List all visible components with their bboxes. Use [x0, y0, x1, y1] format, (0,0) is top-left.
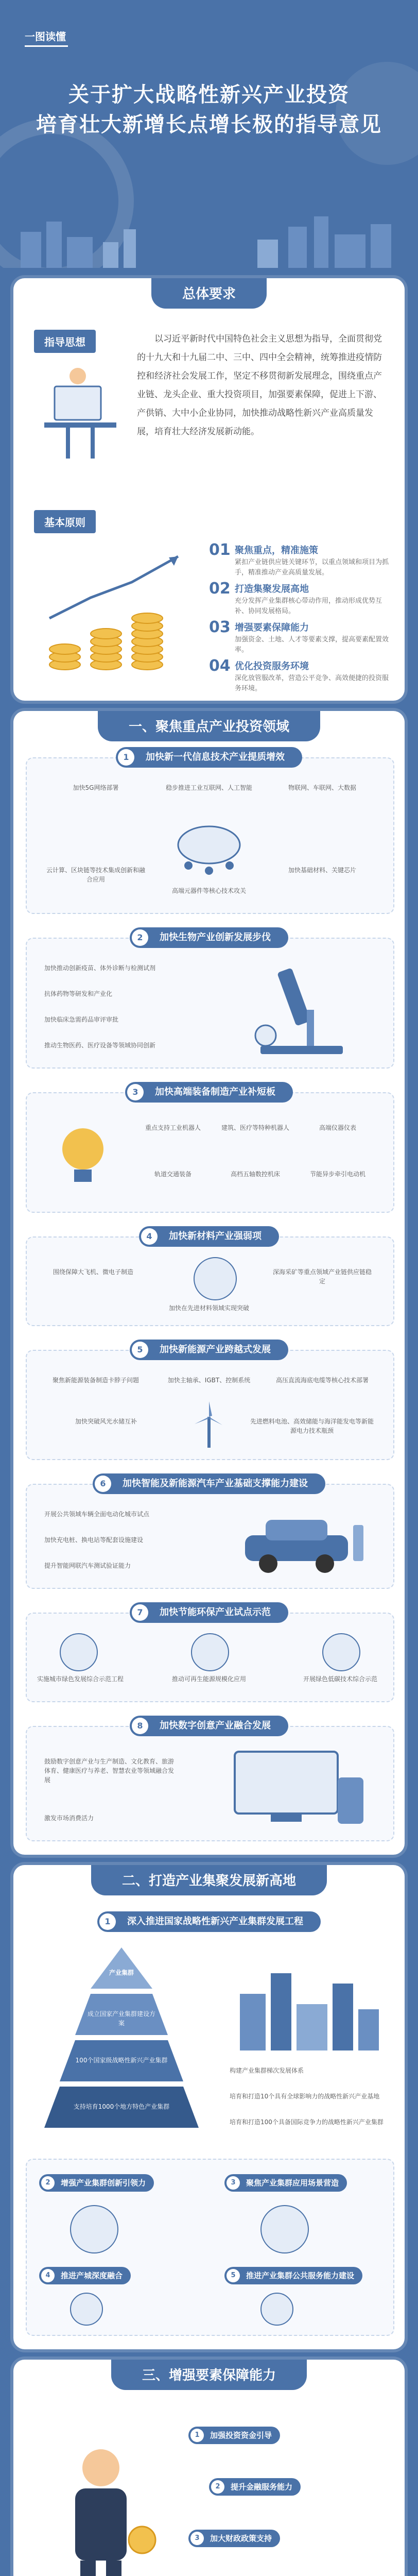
cluster-measure-pill [39, 2267, 131, 2284]
measure-number: 3 [190, 2532, 204, 2545]
digital-devices-icon [219, 1747, 374, 1829]
pyramid-label: 100个国家级战略性新兴产业集群 [75, 2057, 168, 2064]
atom-icon [194, 1257, 237, 1300]
item-text: 物联网、车联网、大数据 [288, 784, 356, 791]
subsection-banner [116, 747, 302, 768]
subsection-title: 加快节能环保产业试点示范 [160, 1607, 271, 1618]
item-text: 抗体药物等研发和产业化 [44, 990, 113, 997]
item-text: 围绕保障大飞机、微电子制造 [53, 1268, 133, 1276]
cluster-measure-pill [224, 2174, 347, 2192]
city-skyline-illustration [0, 206, 418, 268]
measure-title: 提升金融服务能力 [231, 2482, 293, 2492]
subsection-number: 7 [132, 1604, 148, 1621]
wind-turbine-icon [178, 1401, 240, 1448]
section-industry-clusters [13, 1865, 405, 2349]
section-heading: 二、打造产业集聚发展新高地 [91, 1865, 327, 1895]
principles-label: 基本原则 [34, 510, 96, 533]
measure-number: 5 [227, 2269, 240, 2282]
item-text: 云计算、区块链等技术集成创新和融合应用 [46, 867, 145, 883]
subsection-title: 加快新能源产业跨越式发展 [160, 1344, 271, 1355]
principle-text: 紧扣产业链供应链关键环节，以重点领域和项目为抓手，精准推动产业高质量发展。 [235, 558, 389, 577]
principle-text: 加强资金、土地、人才等要素支撑，提高要素配置效率。 [235, 636, 389, 654]
section-heading: 一、聚焦重点产业投资领域 [98, 711, 320, 741]
item-text: 构建产业集群梯次发展体系 [230, 2067, 304, 2074]
pyramid-label: 成立国家产业集群建设方案 [87, 2010, 155, 2027]
subsection-number: 4 [141, 1228, 158, 1245]
subsection-banner [130, 927, 288, 948]
section-heading: 总体要求 [151, 278, 267, 309]
item-text: 提升智能网联汽车测试验证能力 [44, 1562, 131, 1569]
measure-number: 2 [41, 2176, 55, 2190]
principle-title: 打造集聚发展高地 [235, 584, 309, 595]
subsection-number: 2 [132, 929, 148, 946]
item-text: 开展公共领域车辆全面电动化城市试点 [44, 1511, 150, 1518]
subsection-banner [125, 1082, 293, 1103]
measure-title: 加强投资资金引导 [210, 2431, 272, 2440]
item-text: 加快突破风光水储互补 [75, 1418, 137, 1425]
measure-title: 增强产业集群创新引领力 [61, 2178, 146, 2188]
cluster-measure-pill [224, 2267, 362, 2284]
recycle-icon [191, 1633, 229, 1671]
principle-title: 聚焦重点，精准施策 [235, 545, 318, 556]
city-icon [70, 2293, 103, 2326]
pyramid-label: 产业集群 [109, 1969, 134, 1976]
subsection-number: 6 [95, 1476, 111, 1492]
item-text: 高端仪器仪表 [319, 1124, 356, 1131]
principle-text: 深化放管服改革，营造公平竞争、高效便捷的投资服务环境。 [235, 674, 389, 692]
principle-item [209, 580, 389, 616]
item-text: 加快临床急需药品审评审批 [44, 1016, 119, 1023]
item-text: 加快主轴承、IGBT、控制系统 [167, 1377, 251, 1384]
cluster-measure-pill [39, 2174, 154, 2192]
item-text: 稳步推进工业互联网、人工智能 [165, 784, 252, 791]
subsection-title: 加快智能及新能源汽车产业基础支撑能力建设 [123, 1478, 308, 1489]
item-text: 高压直流海底电缆等核心技术部署 [275, 1377, 369, 1384]
measure-title: 加大财政政策支持 [210, 2534, 272, 2543]
subsection-number: 1 [118, 749, 134, 766]
hero-tag: 一图读懂 [25, 30, 66, 43]
principle-number: 01 [209, 541, 231, 559]
item-text: 加快充电桩、换电站等配套设施建设 [44, 1536, 144, 1544]
principle-item [209, 618, 389, 654]
measure-number: 1 [190, 2429, 204, 2442]
item-text: 重点支持工业机器人 [145, 1124, 201, 1131]
city-cluster-illustration [230, 1953, 384, 2056]
item-text: 高档五轴数控机床 [230, 1171, 280, 1178]
subsection-number: 1 [99, 1913, 116, 1930]
guiding-text: 以习近平新时代中国特色社会主义思想为指导，全面贯彻党的十九大和十九届二中、三中、四中全会精神，统筹推进疫情防控和经济社会发展工作，坚定不移贯彻新发展理念，围绕重点产业链、龙头企业、重大投资项目，加强要素保障，促进上下游、产供销、大中小企业协同，加快推动战略性新兴产业高质量发展，培育壮大经济发展新动能。 [137, 334, 382, 437]
principle-text: 充分发挥产业集群核心带动作用，推动形成优势互补、协同发展格局。 [235, 597, 382, 615]
item-text: 鼓励数字创意产业与生产制造、文化教育、旅游体育、健康医疗与养老、智慧农业等领域融合发展 [44, 1758, 175, 1784]
service-icon [260, 2293, 293, 2326]
item-text: 深海采矿等重点领域产业链供应链稳定 [272, 1268, 372, 1285]
support-measure-pill [209, 2478, 301, 2496]
item-text: 高端元器件等核心技术攻关 [171, 887, 246, 894]
item-text: 推动可再生能源规模化应用 [171, 1675, 246, 1683]
hero-banner [0, 0, 418, 268]
title-line-2: 培育壮大新增长点增长极的指导意见 [36, 113, 382, 137]
measure-number: 3 [227, 2176, 240, 2190]
general-requirements-card [13, 278, 405, 701]
item-text: 培育和打造100个具备国际竞争力的战略性新兴产业集群 [230, 2119, 384, 2126]
measure-number: 2 [211, 2480, 224, 2494]
cloud-network-icon [168, 814, 250, 876]
principle-number: 04 [209, 657, 231, 675]
pyramid-label: 支持培育1000个地方特色产业集群 [73, 2103, 170, 2110]
section-focus-industries [13, 711, 405, 1855]
coins-growth-illustration [34, 541, 199, 685]
item-text: 加快5G网络部署 [73, 784, 119, 791]
principle-item [209, 657, 389, 693]
guiding-label: 指导思想 [34, 330, 96, 353]
item-text: 建筑、医疗等特种机器人 [221, 1124, 289, 1131]
support-measure-pill [188, 2427, 280, 2444]
innovation-icon [70, 2205, 118, 2253]
subsection-title: 深入推进国家战略性新兴产业集群发展工程 [127, 1916, 303, 1927]
scenario-icon [260, 2205, 309, 2253]
item-text: 加快基础材料、关键芯片 [288, 867, 356, 874]
item-text: 培育和打造10个具有全球影响力的战略性新兴产业基地 [230, 2093, 380, 2100]
item-text: 激发市场消费活力 [44, 1815, 94, 1822]
principle-title: 优化投资服务环境 [235, 661, 309, 672]
hero-tag-underline [25, 45, 68, 47]
subsection-number: 5 [132, 1342, 148, 1358]
item-text: 实施城市绿色发展综合示范工程 [37, 1675, 124, 1683]
item-text: 轨道交通装备 [154, 1171, 191, 1178]
item-text: 聚焦新能源装备制造卡脖子问题 [52, 1377, 139, 1384]
subsection-number: 3 [127, 1084, 144, 1100]
item-text: 开展绿色低碳技术综合示范 [303, 1675, 377, 1683]
section-heading: 三、增强要素保障能力 [111, 2360, 307, 2390]
microscope-icon [230, 958, 374, 1061]
item-text: 加快推动创新疫苗、体外诊断与检测试剂 [44, 964, 156, 972]
subsection-title: 加快新一代信息技术产业提质增效 [146, 752, 285, 762]
measure-title: 聚焦产业集群应用场景营造 [246, 2178, 339, 2188]
measure-title: 推进产城深度融合 [61, 2271, 123, 2280]
solar-panel-icon [322, 1633, 360, 1671]
subsection-title: 加快生物产业创新发展步伐 [160, 932, 271, 943]
subsection-title: 加快新材料产业强弱项 [169, 1231, 262, 1242]
subsection-title: 加快高端装备制造产业补短板 [155, 1087, 275, 1097]
item-text: 节能异步牵引电动机 [309, 1171, 365, 1178]
leaf-icon [60, 1633, 98, 1671]
light-bulb-icon [44, 1118, 121, 1195]
subsection-banner [97, 1911, 321, 1932]
subsection-title: 加快数字创意产业融合发展 [160, 1720, 271, 1731]
principle-item [209, 541, 389, 577]
item-text: 加快在先进材料领域实现突破 [168, 1304, 249, 1312]
subsection-banner [139, 1226, 279, 1247]
electric-car-icon [235, 1510, 369, 1577]
title-line-1: 关于扩大战略性新兴产业投资 [68, 83, 350, 107]
item-text: 推动生物医药、医疗设备等领域协同创新 [44, 1042, 156, 1049]
subsection-number: 8 [132, 1718, 148, 1734]
principle-number: 02 [209, 580, 231, 598]
principle-number: 03 [209, 618, 231, 636]
businessman-illustration [39, 2437, 163, 2576]
page-title [0, 80, 418, 140]
desk-illustration [34, 361, 127, 464]
section-factor-support [13, 2360, 405, 2576]
item-text: 先进燃料电池、高效储能与海洋能发电等新能源电力技术瓶颈 [250, 1418, 374, 1434]
subsection-banner [130, 1602, 288, 1623]
measure-title: 推进产业集群公共服务能力建设 [246, 2271, 355, 2280]
measure-number: 4 [41, 2269, 55, 2282]
subsection-banner [130, 1716, 288, 1736]
principle-title: 增强要素保障能力 [235, 622, 309, 633]
support-measure-pill [188, 2530, 280, 2547]
subsection-banner [130, 1340, 288, 1360]
subsection-banner [93, 1473, 325, 1494]
